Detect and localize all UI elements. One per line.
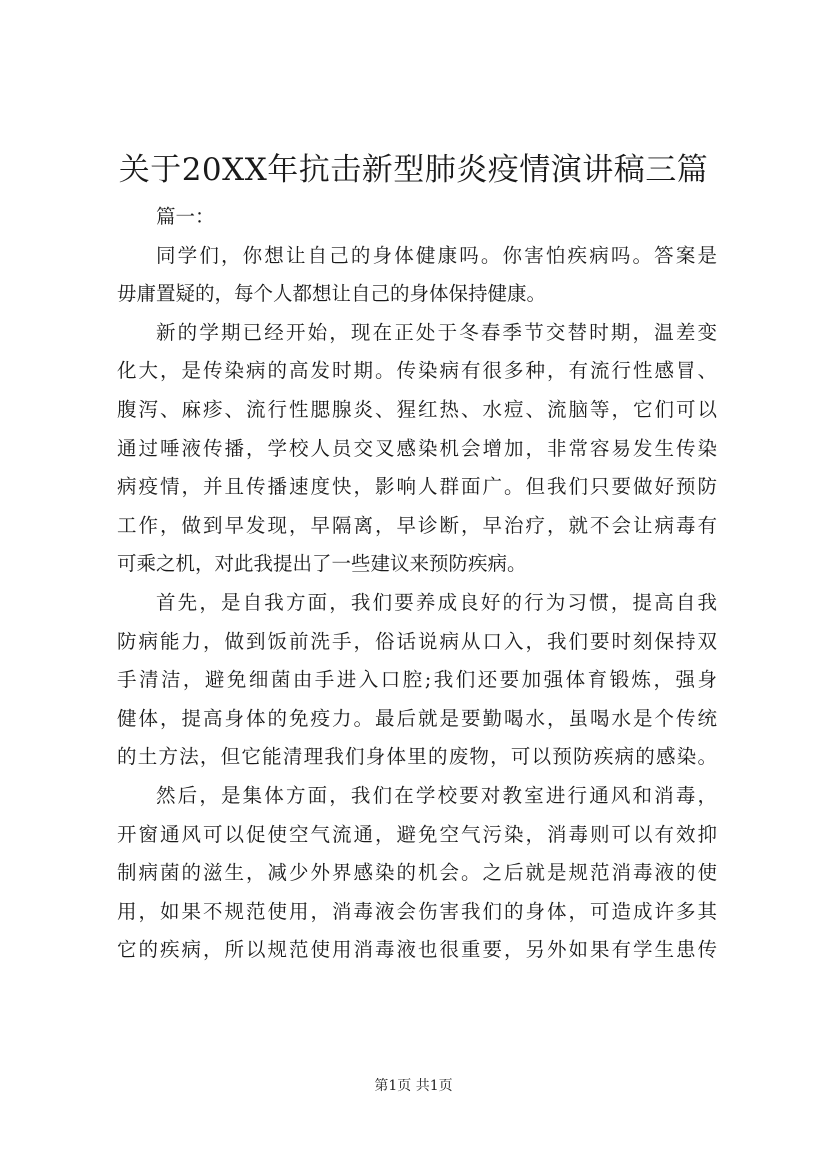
text-line: 用，如果不规范使用，消毒液会伤害我们的身体，可造成许多其: [117, 899, 717, 923]
text-line: 化大，是传染病的高发时期。传染病有很多种，有流行性感冒、: [117, 359, 717, 383]
document-body: [117, 198, 717, 970]
text-line: 同学们，你想让自己的身体健康吗。你害怕疾病吗。答案是: [156, 243, 717, 267]
text-line: 通过唾液传播，学校人员交叉感染机会增加，非常容易发生传染: [117, 436, 717, 460]
text-line: 可乘之机，对此我提出了一些建议来预防疾病。: [117, 552, 527, 576]
text-line: 手清洁，避免细菌由手进入口腔;我们还要加强体育锻炼，强身: [117, 668, 717, 692]
text-line: 新的学期已经开始，现在正处于冬春季节交替时期，温差变: [156, 320, 717, 344]
page-footer: 第1页 共1页: [374, 1078, 453, 1094]
text-line: 毋庸置疑的，每个人都想让自己的身体保持健康。: [117, 282, 547, 306]
text-line: 首先，是自我方面，我们要养成良好的行为习惯，提高自我: [156, 590, 717, 614]
document-title: 关于20XX年抗击新型肺炎疫情演讲稿三篇: [118, 152, 709, 188]
text-line: 它的疾病，所以规范使用消毒液也很重要，另外如果有学生患传: [117, 938, 717, 962]
text-line: 然后，是集体方面，我们在学校要对教室进行通风和消毒，: [156, 783, 717, 807]
text-line: 篇一：: [156, 205, 215, 228]
text-line: 开窗通风可以促使空气流通，避免空气污染，消毒则可以有效抑: [117, 822, 717, 846]
text-line: 健体，提高身体的免疫力。最后就是要勤喝水，虽喝水是个传统: [117, 706, 717, 730]
text-line: 制病菌的滋生，减少外界感染的机会。之后就是规范消毒液的使: [117, 861, 717, 885]
text-line: 腹泻、麻疹、流行性腮腺炎、猩红热、水痘、流脑等，它们可以: [117, 397, 717, 421]
text-line: 的土方法，但它能清理我们身体里的废物，可以预防疾病的感染。: [117, 745, 717, 769]
text-line: 病疫情，并且传播速度快，影响人群面广。但我们只要做好预防: [117, 475, 717, 499]
text-line: 防病能力，做到饭前洗手，俗话说病从口入，我们要时刻保持双: [117, 629, 717, 653]
text-line: 工作，做到早发现，早隔离，早诊断，早治疗，就不会让病毒有: [117, 513, 717, 537]
